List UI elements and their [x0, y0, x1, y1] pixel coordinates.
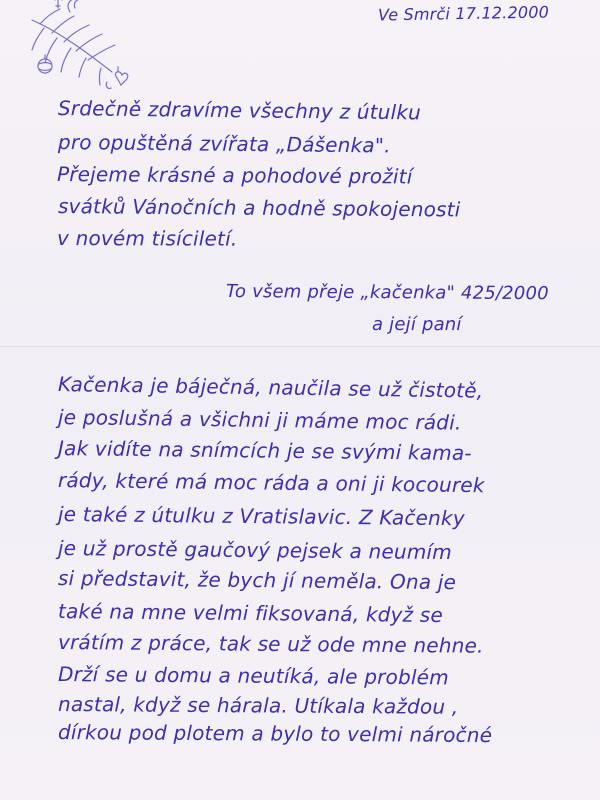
greeting-line-4: svátků Vánočních a hodně spokojenosti: [57, 194, 461, 222]
body-line-2: je poslušná a všichni ji máme moc rádi.: [57, 405, 462, 435]
body-line-9: vrátím z práce, tak se už ode mne nehne.: [57, 630, 484, 658]
body-line-5: je také z útulku z Vratislavic. Z Kačenky: [57, 502, 465, 531]
body-line-6: je už prostě gaučový pejsek a neumím: [57, 536, 453, 565]
body-line-11: nastal, když se hárala. Utíkala každou ,: [57, 692, 459, 719]
greeting-line-5: v novém tisíciletí.: [56, 226, 238, 251]
letter-date: Ve Smrči 17.12.2000: [377, 2, 550, 25]
body-line-12: dírkou pod plotem a bylo to velmi náročné: [57, 720, 493, 748]
christmas-branch-sketch-icon: [10, 0, 145, 95]
body-line-3: Jak vidíte na snímcích je se svými kama-: [57, 436, 472, 466]
signature-line-2: a její paní: [371, 314, 462, 336]
signature-line-1: To všem přeje „kačenka" 425/2000: [225, 281, 549, 305]
body-line-8: také na mne velmi fiksovaná, když se: [57, 599, 444, 628]
body-line-10: Drží se u domu a neutíká, ale problém: [57, 662, 449, 690]
greeting-line-3: Přejeme krásné a pohodové prožití: [56, 162, 413, 189]
paper-fold-line: [0, 346, 600, 348]
body-line-1: Kačenka je báječná, naučila se už čistotě,: [57, 372, 484, 403]
greeting-line-2: pro opuštěná zvířata „Dášenka".: [57, 130, 391, 158]
body-line-4: rády, které má moc ráda a oni ji kocourek: [57, 468, 485, 498]
greeting-line-1: Srdečně zdravíme všechny z útulku: [57, 96, 422, 125]
body-line-7: si představit, že bych jí neměla. Ona je: [57, 566, 457, 595]
